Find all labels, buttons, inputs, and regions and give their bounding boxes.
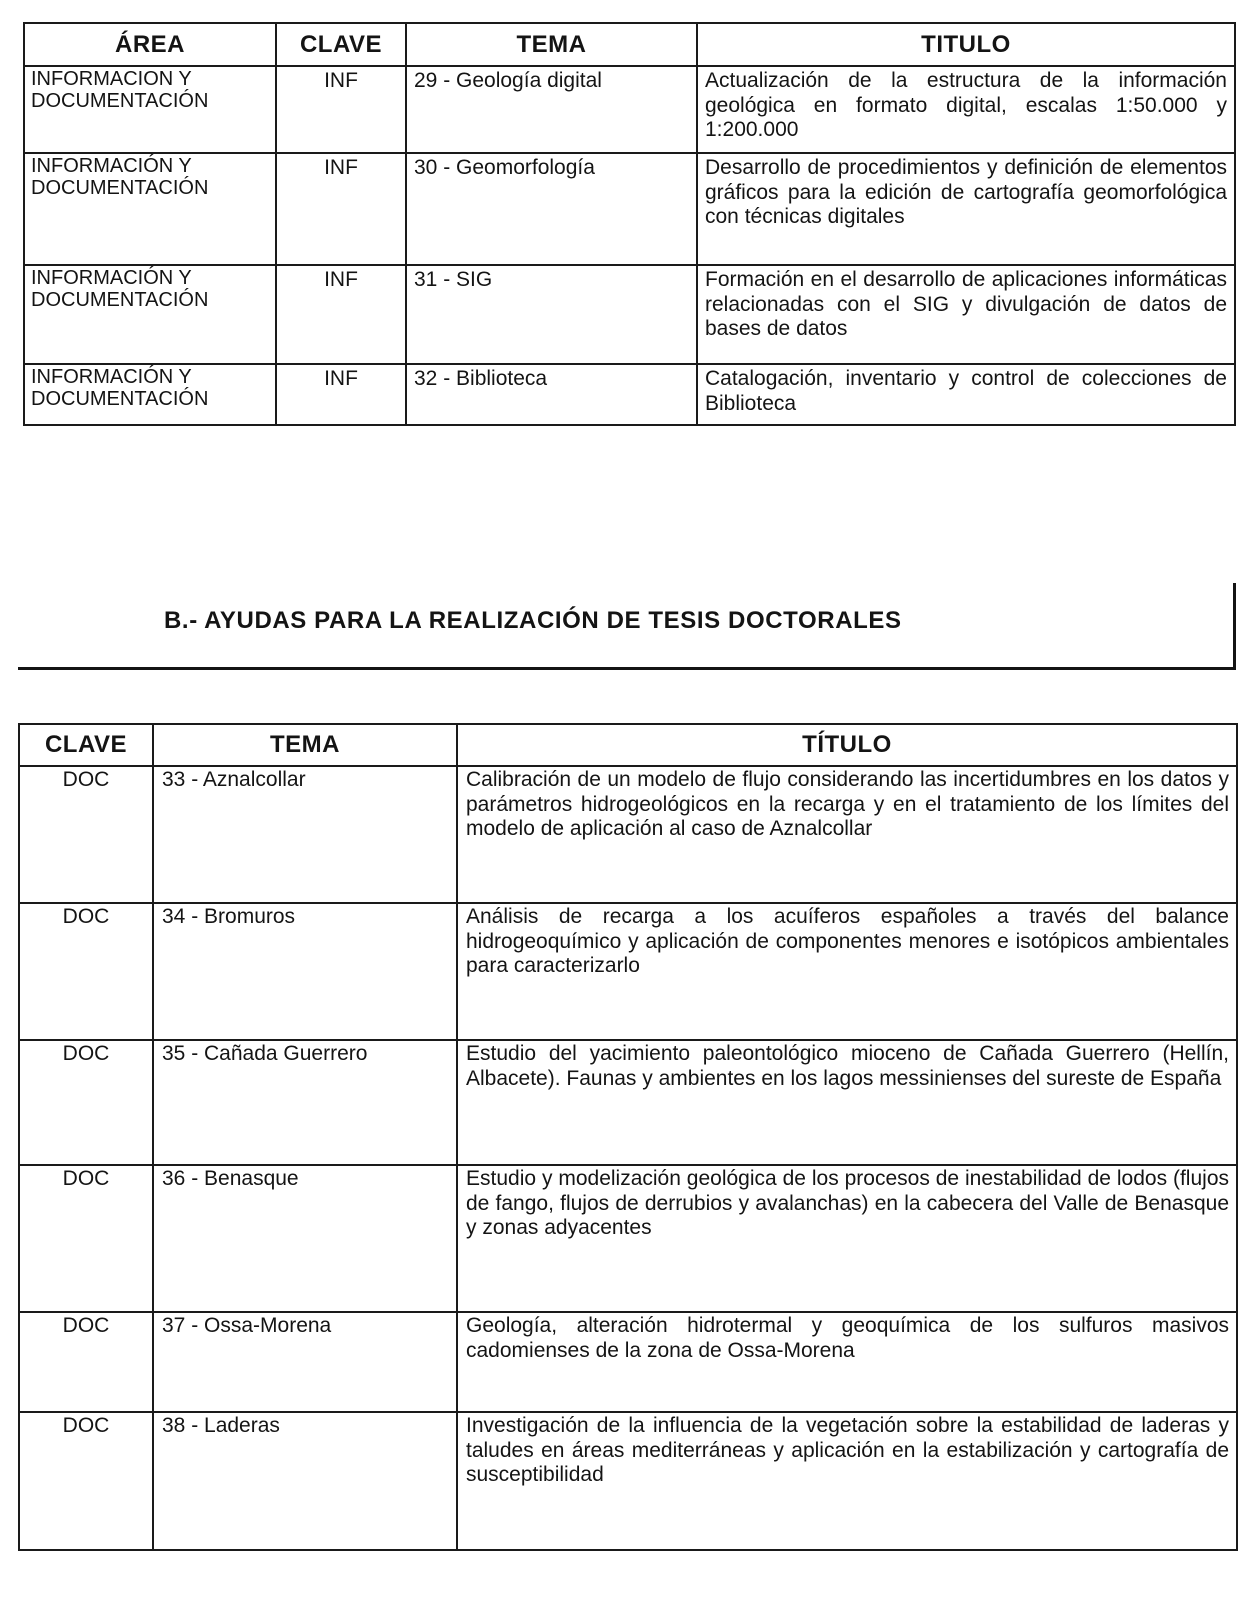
column-header-clave: CLAVE: [19, 724, 153, 766]
clave-cell: DOC: [19, 1165, 153, 1312]
tema-cell: 31 - SIG: [406, 265, 697, 364]
titulo-cell: Análisis de recarga a los acuíferos españoles a través del balance hidrogeoquímico y aplicación de componentes menores e isotópicos ambientales para caracterizarlo: [457, 903, 1237, 1040]
table-row: [19, 1412, 1237, 1550]
tema-cell: 35 - Cañada Guerrero: [153, 1040, 457, 1165]
column-header-titulo: TITULO: [697, 23, 1235, 66]
column-header-titulo: TÍTULO: [457, 724, 1237, 766]
tema-cell: 37 - Ossa-Morena: [153, 1312, 457, 1412]
titulo-cell: Catalogación, inventario y control de colecciones de Biblioteca: [697, 364, 1235, 425]
titulo-cell: Formación en el desarrollo de aplicaciones informáticas relacionadas con el SIG y divulgación de datos de bases de datos: [697, 265, 1235, 364]
titulo-cell: Investigación de la influencia de la vegetación sobre la estabilidad de laderas y taludes en áreas mediterráneas y aplicación en la estabilización y cartografía de susceptibilidad: [457, 1412, 1237, 1550]
section-rule-bottom: [18, 667, 1236, 670]
table-header-row: [24, 23, 1235, 66]
table-row: [24, 153, 1235, 265]
area-cell: INFORMACIÓN Y DOCUMENTACIÓN: [24, 153, 276, 265]
area-cell: INFORMACIÓN Y DOCUMENTACIÓN: [24, 265, 276, 364]
column-header-tema: TEMA: [406, 23, 697, 66]
tema-cell: 34 - Bromuros: [153, 903, 457, 1040]
table-row: [19, 1312, 1237, 1412]
clave-cell: DOC: [19, 1040, 153, 1165]
section-rule-right: [1233, 583, 1236, 670]
column-header-area: ÁREA: [24, 23, 276, 66]
titulo-cell: Calibración de un modelo de flujo considerando las incertidumbres en los datos y parámetros hidrogeológicos en la recarga y en el tratamiento de los límites del modelo de aplicación al caso de Aznalcollar: [457, 766, 1237, 903]
column-header-tema: TEMA: [153, 724, 457, 766]
clave-cell: INF: [276, 265, 406, 364]
topics-table-informacion: [23, 22, 1236, 426]
tema-cell: 29 - Geología digital: [406, 66, 697, 153]
table-row: [19, 766, 1237, 903]
tema-cell: 36 - Benasque: [153, 1165, 457, 1312]
titulo-cell: Geología, alteración hidrotermal y geoquímica de los sulfuros masivos cadomienses de la zona de Ossa-Morena: [457, 1312, 1237, 1412]
clave-cell: DOC: [19, 903, 153, 1040]
table-row: [24, 265, 1235, 364]
column-header-clave: CLAVE: [276, 23, 406, 66]
clave-cell: INF: [276, 66, 406, 153]
clave-cell: DOC: [19, 1312, 153, 1412]
table-header-row: [19, 724, 1237, 766]
tema-cell: 30 - Geomorfología: [406, 153, 697, 265]
titulo-cell: Actualización de la estructura de la información geológica en formato digital, escalas 1:50.000 y 1:200.000: [697, 66, 1235, 153]
table-row: [19, 903, 1237, 1040]
table-row: [19, 1165, 1237, 1312]
clave-cell: INF: [276, 364, 406, 425]
area-cell: INFORMACION Y DOCUMENTACIÓN: [24, 66, 276, 153]
table-row: [24, 66, 1235, 153]
clave-cell: INF: [276, 153, 406, 265]
clave-cell: DOC: [19, 766, 153, 903]
area-cell: INFORMACIÓN Y DOCUMENTACIÓN: [24, 364, 276, 425]
tema-cell: 38 - Laderas: [153, 1412, 457, 1550]
titulo-cell: Desarrollo de procedimientos y definición de elementos gráficos para la edición de cartografía geomorfológica con técnicas digitales: [697, 153, 1235, 265]
table-row: [24, 364, 1235, 425]
section-heading: B.- AYUDAS PARA LA REALIZACIÓN DE TESIS DOCTORALES: [164, 607, 902, 634]
topics-table-tesis: [18, 723, 1238, 1551]
table-row: [19, 1040, 1237, 1165]
clave-cell: DOC: [19, 1412, 153, 1550]
tema-cell: 33 - Aznalcollar: [153, 766, 457, 903]
tema-cell: 32 - Biblioteca: [406, 364, 697, 425]
titulo-cell: Estudio y modelización geológica de los procesos de inestabilidad de lodos (flujos de fango, flujos de derrubios y avalanchas) en la cabecera del Valle de Benasque y zonas adyacentes: [457, 1165, 1237, 1312]
titulo-cell: Estudio del yacimiento paleontológico mioceno de Cañada Guerrero (Hellín, Albacete). Faunas y ambientes en los lagos messinienses del sureste de España: [457, 1040, 1237, 1165]
